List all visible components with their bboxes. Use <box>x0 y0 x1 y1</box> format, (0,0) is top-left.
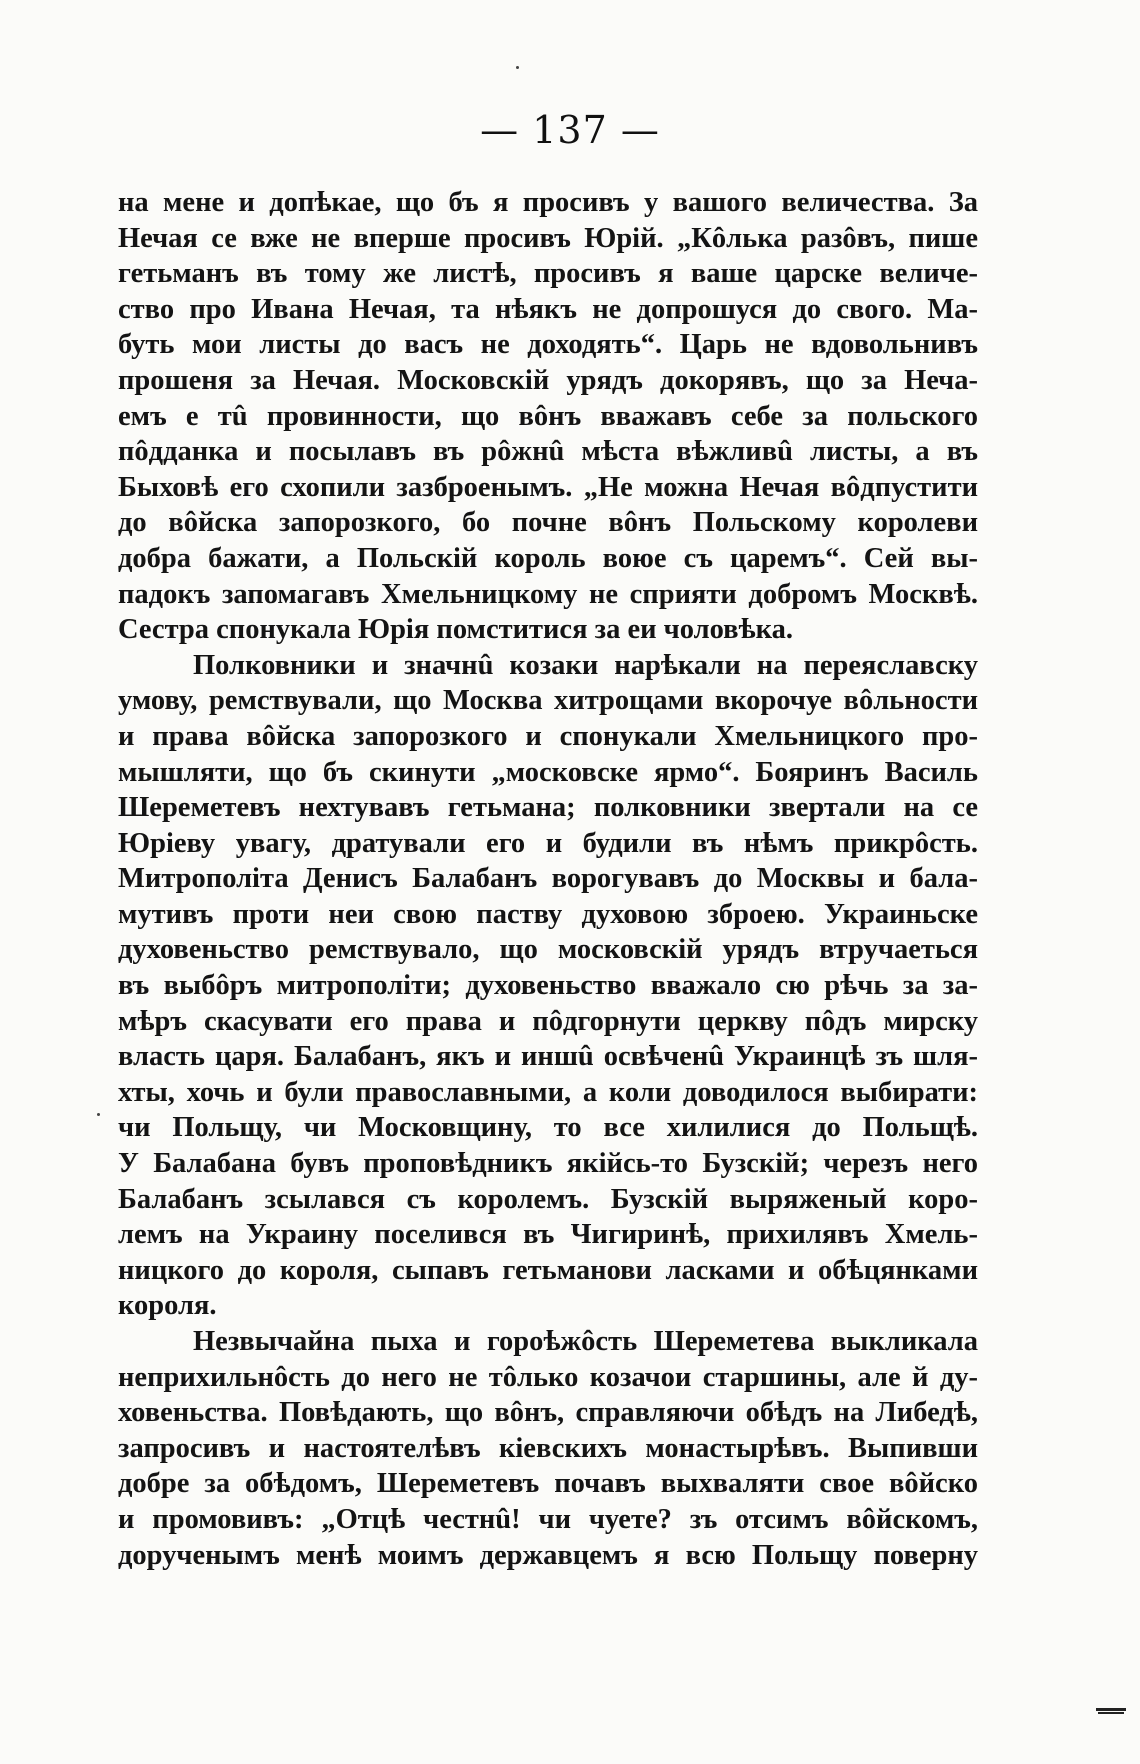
paragraph-2 <box>118 648 978 1324</box>
text-line: ницкого до короля, сыпавъ гетьманови ласками и обѣцянками <box>118 1254 978 1286</box>
text-line: добра бажати, а Польскій король воюе съ царемъ“. Сей вы- <box>118 542 978 574</box>
text-line: хты, хочь и були православными, а коли доводилося выбирати: <box>118 1076 978 1108</box>
text-line: запросивъ и настоятелѣвъ кіевскихъ монастырѣвъ. Выпивши <box>118 1432 978 1464</box>
text-line: ство про Ивана Нечая, та нѣякъ не допрошуся до свого. Ма- <box>118 293 978 325</box>
text-line: Полковники и значнû козаки нарѣкали на переяславску <box>193 649 978 681</box>
text-line: Нечая се вже не вперше просивъ Юрій. „Кôлька разôвъ, пише <box>118 222 978 254</box>
print-speck <box>97 1113 100 1116</box>
text-line: пôдданка и посылавъ въ рôжнû мѣста вѣжливû листы, а въ <box>118 436 978 468</box>
text-line: прошеня за Нечая. Московскій урядъ докорявъ, що за Неча- <box>118 364 978 396</box>
text-line: Сестра спонукала Юрія помститися за еи чоловѣка. <box>118 614 793 646</box>
text-line: мышляти, що бъ скинути „московске ярмо“. Бояринъ Василь <box>118 756 978 788</box>
text-line: буть мои листы до васъ не доходять“. Царь не вдовольнивъ <box>118 329 978 361</box>
paragraph-1 <box>118 185 978 648</box>
paragraph-3 <box>118 1324 978 1573</box>
text-line: ховеньства. Повѣдають, що вôнъ, справляючи обѣдъ на Либедѣ, <box>118 1397 978 1429</box>
print-speck <box>516 66 519 69</box>
margin-rule-mark <box>1098 1712 1124 1714</box>
text-line: чи Польщу, чи Московщину, то все хилилися до Польщѣ. <box>118 1112 978 1144</box>
text-line: Юріеву увагу, дратували его и будили въ нѣмъ прикрôсть. <box>118 827 978 859</box>
text-line: до вôйска запорозкого, бо почне вôнъ Польскому королеви <box>118 507 978 539</box>
text-line: духовеньство ремствувало, що московскій урядъ втручаеться <box>118 934 978 966</box>
text-line: гетьманъ въ тому же листѣ, просивъ я ваше царске величе- <box>118 258 978 290</box>
text-line: падокъ запомагавъ Хмельницкому не сприяти добромъ Москвѣ. <box>118 578 978 610</box>
text-line: добре за обѣдомъ, Шереметевъ почавъ выхваляти свое вôйско <box>118 1468 978 1500</box>
text-line: емъ е тû провинности, що вôнъ вважавъ себе за польского <box>118 400 978 432</box>
margin-rule-mark <box>1096 1708 1126 1711</box>
text-line: Быховѣ его схопили зазброенымъ. „Не можна Нечая вôдпустити <box>118 471 978 503</box>
text-line: умову, ремствували, що Москва хитрощами вкорочуе вôльности <box>118 685 978 717</box>
text-line: мутивъ проти неи свою паству духовою зброею. Украиньске <box>118 898 978 930</box>
text-line: Митрополіта Денисъ Балабанъ ворогувавъ до Москвы и бала- <box>118 863 978 895</box>
text-line: лемъ на Украину поселився въ Чигиринѣ, прихилявъ Хмель- <box>118 1219 978 1251</box>
text-line: въ выбôръ митрополіти; духовеньство вважало сю рѣчь за за- <box>118 970 978 1002</box>
text-line: У Балабана бувъ проповѣдникъ якійсь-то Бузскій; черезъ него <box>118 1148 978 1180</box>
text-line: мѣръ скасувати его права и пôдгорнути церкву пôдъ мирску <box>118 1005 978 1037</box>
text-line: Незвычайна пыха и гороѣжôсть Шереметева выкликала <box>193 1326 978 1357</box>
page-number: — 137 — <box>480 108 660 152</box>
text-line: неприхильнôсть до него не тôлько козачои старшины, але й ду- <box>118 1361 978 1393</box>
text-line: на мене и допѣкае, що бъ я просивъ у вашого величества. За <box>118 187 978 218</box>
text-line: власть царя. Балабанъ, якъ и иншû освѣченû Украинцѣ зъ шля- <box>118 1041 978 1073</box>
text-line: и промовивъ: „Отцѣ честнû! чи чуете? зъ отсимъ вôйскомъ, <box>118 1503 978 1535</box>
text-line: Балабанъ зсылався съ королемъ. Бузскій выряженый коро- <box>118 1183 978 1215</box>
text-line: дорученымъ менѣ моимъ державцемъ я всю Польщу поверну <box>118 1539 978 1571</box>
text-line: Шереметевъ нехтувавъ гетьмана; полковники звертали на се <box>118 792 978 824</box>
text-line: короля. <box>118 1290 217 1322</box>
body-text <box>118 185 978 1573</box>
text-line: и права вôйска запорозкого и спонукали Хмельницкого про- <box>118 720 978 752</box>
